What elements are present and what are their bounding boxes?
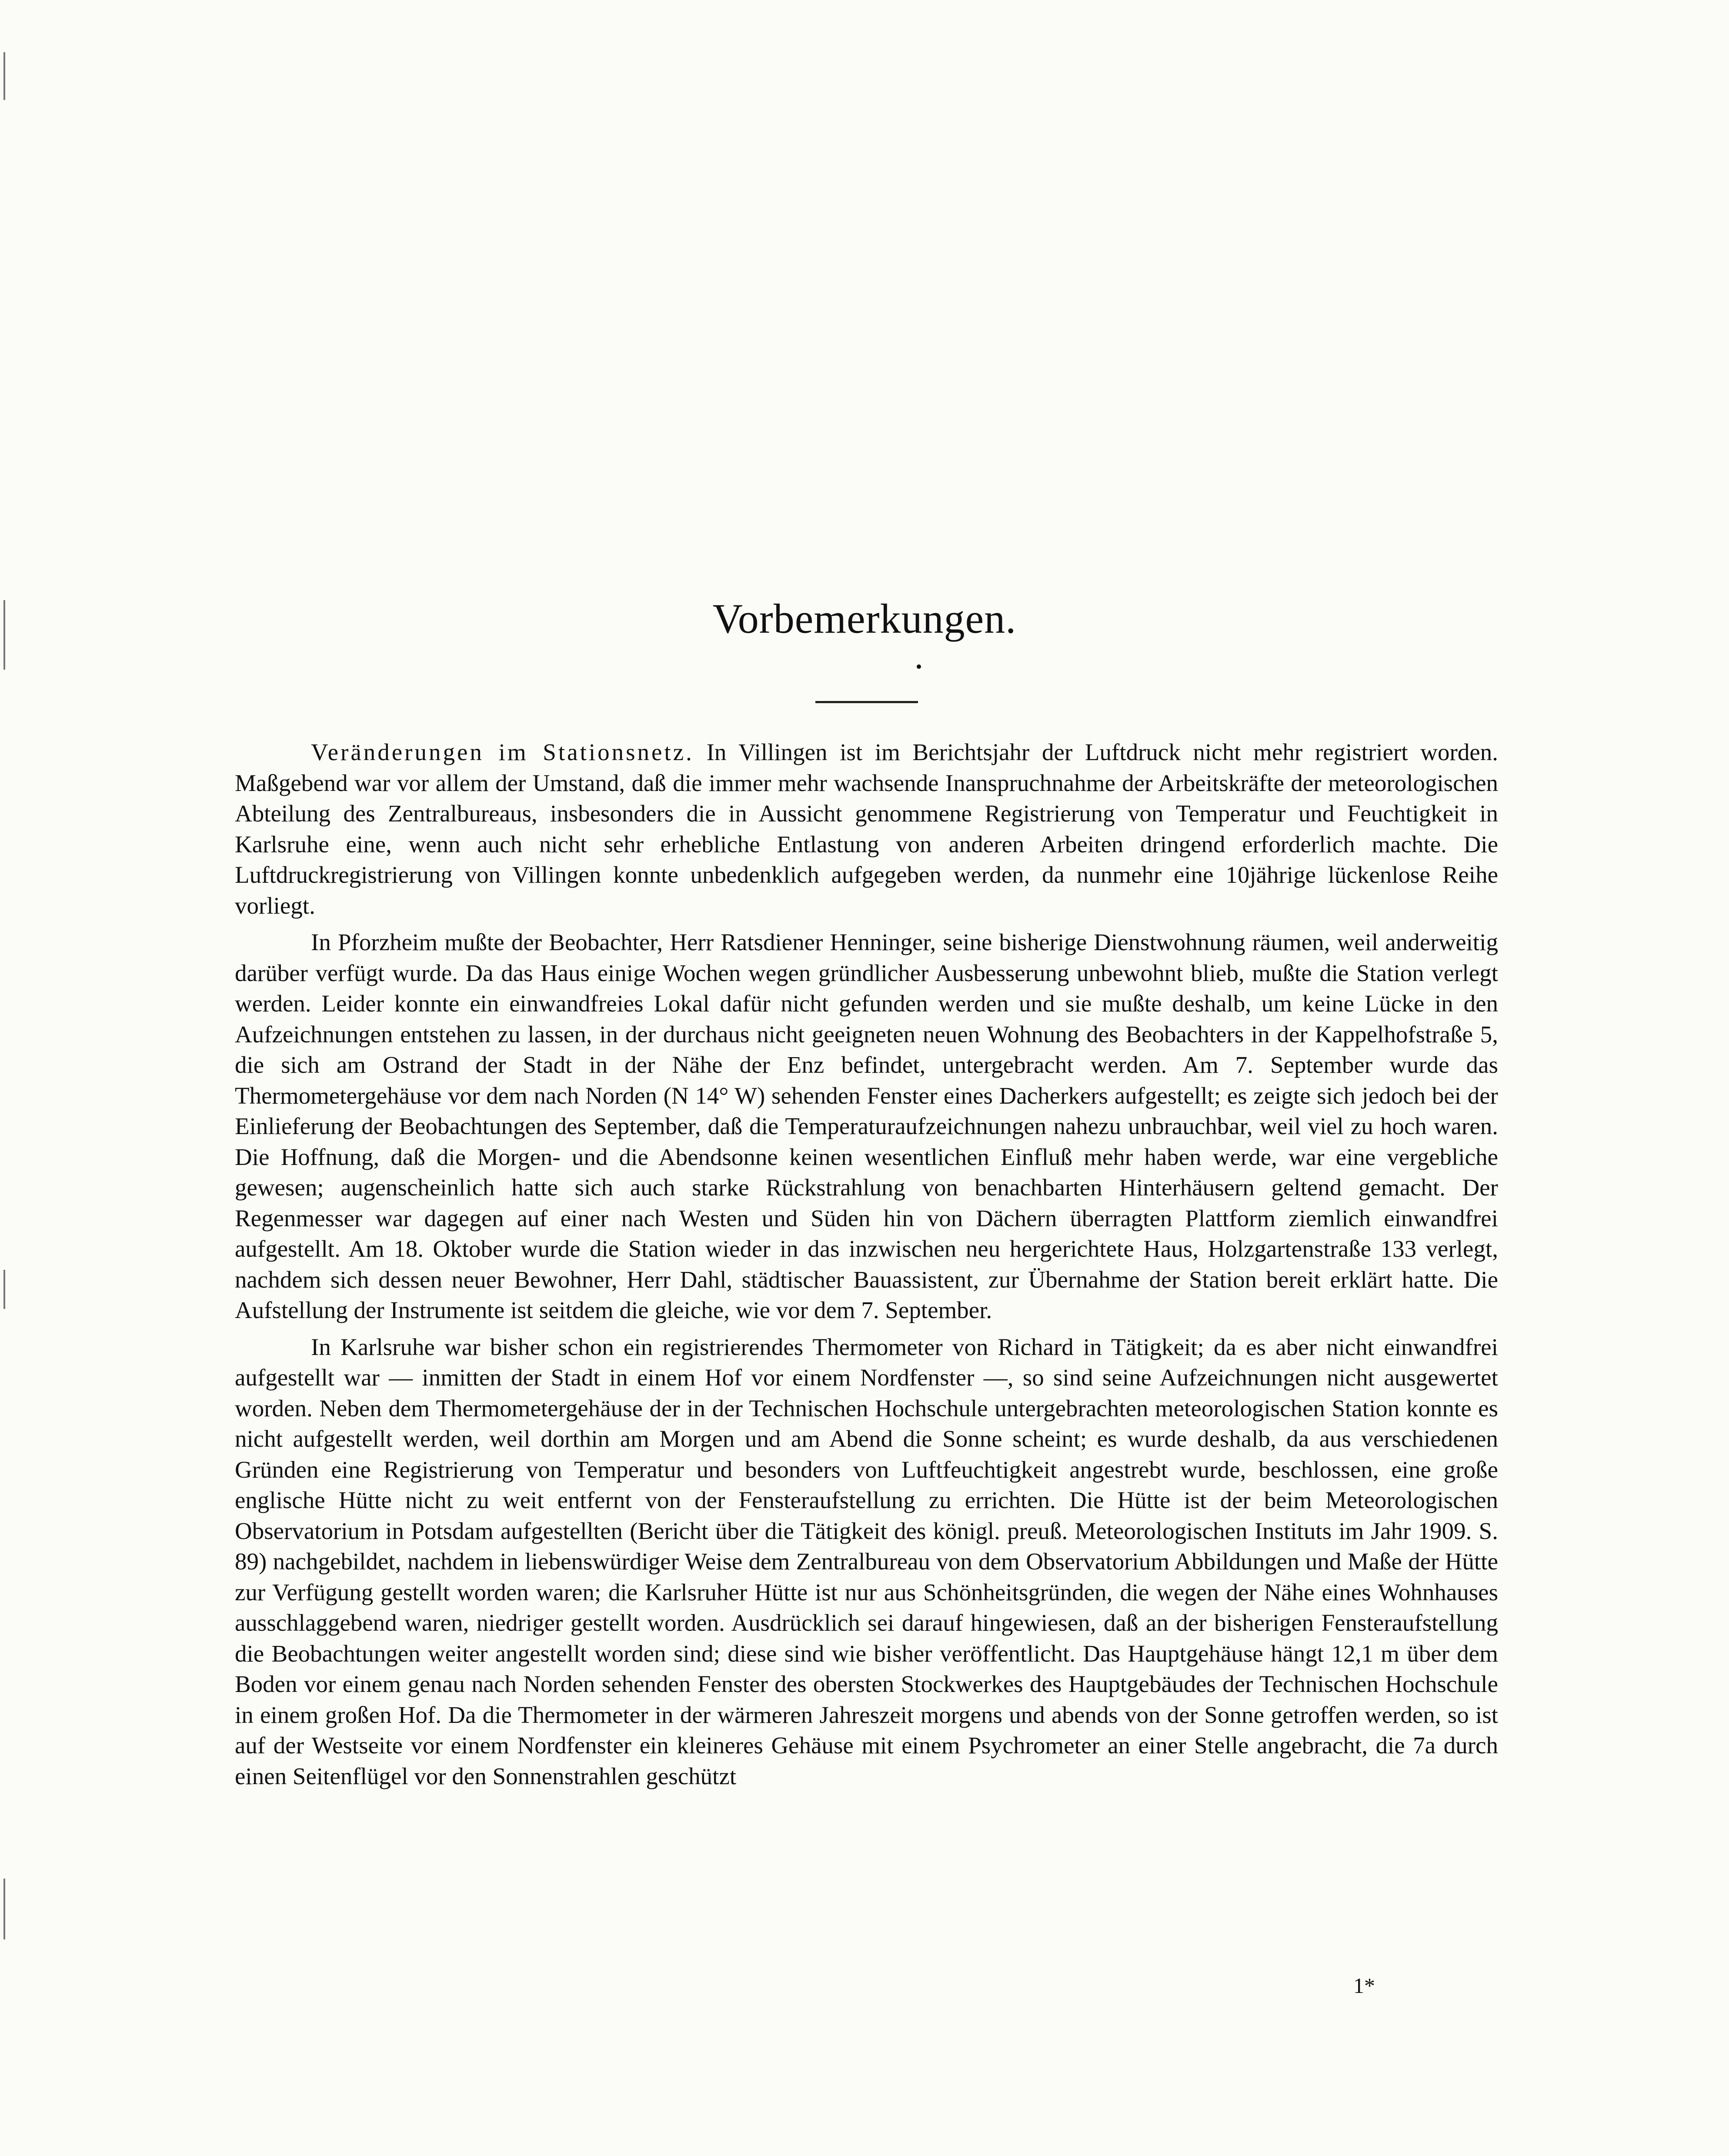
page-title: Vorbemerkungen.: [712, 595, 1017, 642]
page-marker: 1*: [1353, 1973, 1375, 1998]
paragraph-text: In Villingen ist im Berichtsjahr der Luftdruck nicht mehr registriert worden. Maßgebend war vor allem der Umstand, daß die immer mehr wachsende Inanspruchnahme der Arbeitskräfte der meteorologischen Abteilung des Zentralbureaus, insbesonders die in Aussicht genommene Registrierung von Temperatur und Feuchtigkeit in Karlsruhe eine, wenn auch nicht sehr erhebliche Entlastung von anderen Arbeiten dringend erforderlich machte. Die Luftdruckregistrierung von Villingen konnte unbedenklich aufgegeben werden, da nunmehr eine 10jährige lückenlose Reihe vorliegt.: [235, 739, 1498, 919]
paragraph-pforzheim: [235, 927, 1498, 1326]
document-body: [235, 737, 1498, 1798]
scan-artifact: [3, 1270, 5, 1309]
paragraph-karlsruhe: [235, 1332, 1498, 1792]
scan-artifact: [3, 1879, 5, 1939]
paragraph-lead: Veränderungen im Stationsnetz.: [311, 739, 694, 765]
scan-artifact: [3, 52, 5, 100]
paragraph-text: In Pforzheim mußte der Beobachter, Herr Ratsdiener Henninger, seine bisherige Dienstwohnung räumen, weil anderweitig darüber verfügt wurde. Da das Haus einige Wochen wegen gründlicher Ausbesserung unbewohnt blieb, mußte die Station verlegt werden. Leider konnte ein einwandfreies Lokal dafür nicht gefunden werden und sie mußte deshalb, um keine Lücke in den Aufzeichnungen entstehen zu lassen, in der durchaus nicht geeigneten neuen Wohnung des Beobachters in der Kappelhofstraße 5, die sich am Ostrand der Stadt in der Nähe der Enz befindet, untergebracht werden. Am 7. September wurde das Thermometergehäuse vor dem nach Norden (N 14° W) sehenden Fenster eines Dacherkers aufgestellt; es zeigte sich jedoch bei der Einlieferung der Beobachtungen des September, daß die Temperaturaufzeichnungen nahezu unbrauchbar, weil viel zu hoch waren. Die Hoffnung, daß die Morgen- und die Abendsonne keinen wesentlichen Einfluß mehr haben werde, war eine vergebliche gewesen; augenscheinlich hatte sich auch starke Rückstrahlung von benachbarten Hinterhäusern geltend gemacht. Der Regenmesser war dagegen auf einer nach Westen und Süden hin von Dächern überragten Plattform ziemlich einwandfrei aufgestellt. Am 18. Oktober wurde die Station wieder in das inzwischen neu hergerichtete Haus, Holzgartenstraße 133 verlegt, nachdem sich dessen neuer Bewohner, Herr Dahl, städtischer Bauassistent, zur Übernahme der Station bereit erklärt hatte. Die Aufstellung der Instrumente ist seitdem die gleiche, wie vor dem 7. September.: [235, 929, 1498, 1323]
title-rule: [815, 701, 918, 703]
paragraph-text: In Karlsruhe war bisher schon ein registrierendes Thermometer von Richard in Tätigkeit; da es aber nicht einwandfrei aufgestellt war — inmitten der Stadt in einem Hof vor einem Nordfenster —, so sind seine Aufzeichnungen nicht ausgewertet worden. Neben dem Thermometergehäuse der in der Technischen Hochschule untergebrachten meteorologischen Station konnte es nicht aufgestellt werden, weil dorthin am Morgen und am Abend die Sonne scheint; es wurde deshalb, da aus verschiedenen Gründen eine Registrierung von Temperatur und besonders von Luftfeuchtigkeit angestrebt wurde, beschlossen, eine große englische Hütte nicht zu weit entfernt von der Fensteraufstellung zu errichten. Die Hütte ist der beim Meteorologischen Observatorium in Potsdam aufgestellten (Bericht über die Tätigkeit des königl. preuß. Meteorologischen Instituts im Jahr 1909. S. 89) nachgebildet, nachdem in liebenswürdiger Weise dem Zentralbureau von dem Observatorium Abbildungen und Maße der Hütte zur Verfügung gestellt worden waren; die Karlsruher Hütte ist nur aus Schönheitsgründen, die wegen der Nähe eines Wohnhauses ausschlaggebend waren, niedriger gestellt worden. Ausdrücklich sei darauf hingewiesen, daß an der bisherigen Fensteraufstellung die Beobachtungen weiter angestellt worden sind; diese sind wie bisher veröffentlicht. Das Hauptgehäuse hängt 12,1 m über dem Boden vor einem genau nach Norden sehenden Fenster des obersten Stockwerkes des Hauptgebäudes der Technischen Hochschule in einem großen Hof. Da die Thermometer in der wärmeren Jahreszeit morgens und abends von der Sonne getroffen werden, so ist auf der Westseite vor einem Nordfenster ein kleineres Gehäuse mit einem Psychrometer an einer Stelle angebracht, die 7a durch einen Seitenflügel vor den Sonnenstrahlen geschützt: [235, 1333, 1498, 1789]
paragraph-stationsnetz: [235, 737, 1498, 921]
decorative-dot: [917, 664, 921, 669]
